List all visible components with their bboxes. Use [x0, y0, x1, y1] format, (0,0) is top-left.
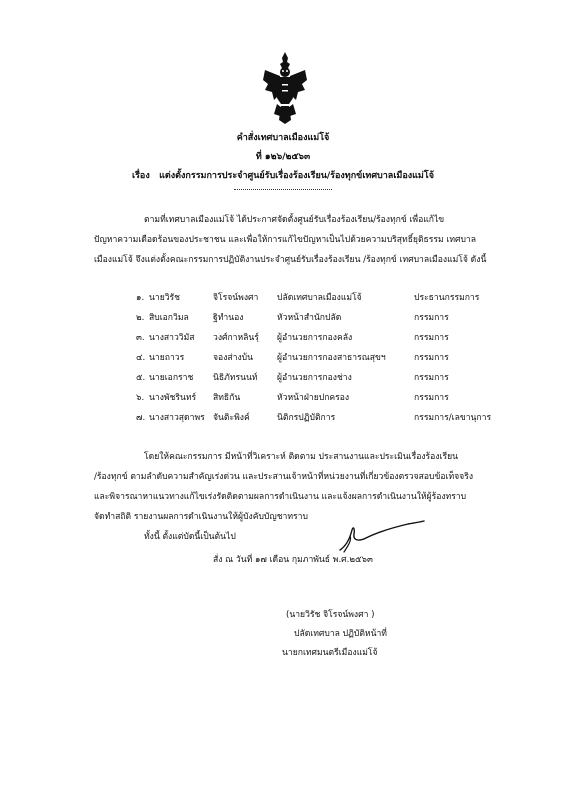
- member-position: หัวหน้าฝ่ายปกครอง: [277, 393, 350, 403]
- order-number: ที่ ๑๒๖/๒๕๖๓: [255, 152, 311, 162]
- member-position: หัวหน้าสำนักปลัด: [277, 313, 342, 323]
- divider-rule: [234, 189, 332, 190]
- intro-line: ตามที่เทศบาลเมืองแม่โจ้ ได้ประกาศจัดตั้งศูนย์รับเรื่องร้องเรียน/ร้องทุกข์ เพื่อแก้ไข: [144, 215, 445, 225]
- member-surname: นิธิภัทรนนท์: [213, 373, 258, 383]
- duty-line: และพิจารณาหาแนวทางแก้ไขเร่งรัดติดตามผลการดำเนินงาน และแจ้งผลการดำเนินงานให้ผู้ร้องทราบ: [94, 492, 467, 502]
- member-number: ๑.: [136, 293, 145, 303]
- intro-paragraph: [94, 210, 490, 270]
- member-name: นายวิรัช: [149, 293, 181, 303]
- handwritten-signature: [336, 516, 426, 556]
- signer-title-1: ปลัดเทศบาล ปฏิบัติหน้าที่: [294, 629, 387, 639]
- member-surname: จันติะพิงค์: [213, 413, 250, 423]
- member-surname: จองส่างบ้น: [213, 353, 253, 363]
- member-number: ๓.: [136, 333, 145, 343]
- member-name: นางพัชรินทร์: [149, 393, 197, 403]
- member-position: ผู้อำนวยการกองสาธารณสุขฯ: [277, 353, 386, 363]
- member-role: กรรมการ/เลขานุการ: [414, 413, 492, 423]
- signer-title-2: นายกเทศมนตรีเมืองแม่โจ้: [282, 648, 378, 658]
- member-role: กรรมการ: [414, 373, 449, 383]
- member-position: นิติกรปฏิบัติการ: [277, 413, 336, 423]
- subject-label: เรื่อง: [132, 171, 150, 181]
- member-number: ๕.: [136, 373, 146, 383]
- member-surname: สิทธิกัน: [213, 393, 241, 403]
- member-position: ปลัดเทศบาลเมืองแม่โจ้: [277, 293, 362, 303]
- member-name: นายเอกราช: [149, 373, 194, 383]
- order-issuer: คำสั่งเทศบาลเมืองแม่โจ้: [236, 133, 330, 143]
- member-name: นายถาวร: [149, 353, 185, 363]
- subject-line: [132, 171, 434, 182]
- member-role: ประธานกรรมการ: [414, 293, 480, 303]
- member-surname: วงศ์กาหลินรุ์: [213, 333, 259, 343]
- order-date: สั่ง ณ วันที่ ๑๗ เดือน กุมภาพันธ์ พ.ศ.๒๕๖๓: [213, 555, 373, 565]
- member-number: ๗.: [136, 413, 146, 423]
- member-role: กรรมการ: [414, 393, 449, 403]
- signer-name: (นายวิรัช จิโรจน์พงศา ): [286, 610, 375, 620]
- member-position: ผู้อำนวยการกองช่าง: [277, 373, 352, 383]
- effective-statement: ทั้งนี้ ตั้งแต่บัดนี้เป็นต้นไป: [144, 532, 236, 542]
- member-role: กรรมการ: [414, 313, 449, 323]
- duty-line: จัดทำสถิติ รายงานผลการดำเนินงานให้ผู้บังคับบัญชาทราบ: [94, 512, 308, 522]
- member-position: ผู้อำนวยการกองคลัง: [277, 333, 353, 343]
- member-role: กรรมการ: [414, 333, 449, 343]
- intro-line: เมืองแม่โจ้ จึงแต่งตั้งคณะกรรมการปฏิบัติงานประจำศูนย์รับเรื่องร้องเรียน /ร้องทุกข์ เทศบาลเมืองแม่โจ้ ดังนี้: [94, 255, 487, 265]
- member-name: นางสาวสุดาพร: [149, 413, 205, 423]
- duty-line: /ร้องทุกข์ ตามลำดับความสำคัญเร่งด่วน และประสานเจ้าหน้าที่หน่วยงานที่เกี่ยวข้องตรวจสอบข้อเท็จจริง: [94, 472, 474, 482]
- duty-paragraph: [94, 447, 490, 527]
- member-number: ๒.: [136, 313, 145, 323]
- member-role: กรรมการ: [414, 353, 449, 363]
- member-name: สิบเอกวิมล: [149, 313, 189, 323]
- member-number: ๖.: [136, 393, 145, 403]
- garuda-emblem: [262, 50, 308, 124]
- duty-line: โดยให้คณะกรรมการ มีหน้าที่วิเคราะห์ ติดตาม ประสานงานและประเมินเรื่องร้องเรียน: [144, 452, 458, 462]
- member-surname: ฐิทำนอง: [213, 313, 244, 323]
- subject-text: แต่งตั้งกรรมการประจำศูนย์รับเรื่องร้องเรียน/ร้องทุกข์เทศบาลเมืองแม่โจ้: [159, 171, 434, 181]
- intro-line: ปัญหาความเดือดร้อนของประชาชน และเพื่อให้การแก้ไขปัญหาเป็นไปด้วยความบริสุทธิ์ยุติธรรม เทศบาล: [94, 235, 477, 245]
- member-surname: จิโรจน์พงศา: [213, 293, 259, 303]
- member-name: นางสาววิมัส: [149, 333, 195, 343]
- member-number: ๔.: [136, 353, 146, 363]
